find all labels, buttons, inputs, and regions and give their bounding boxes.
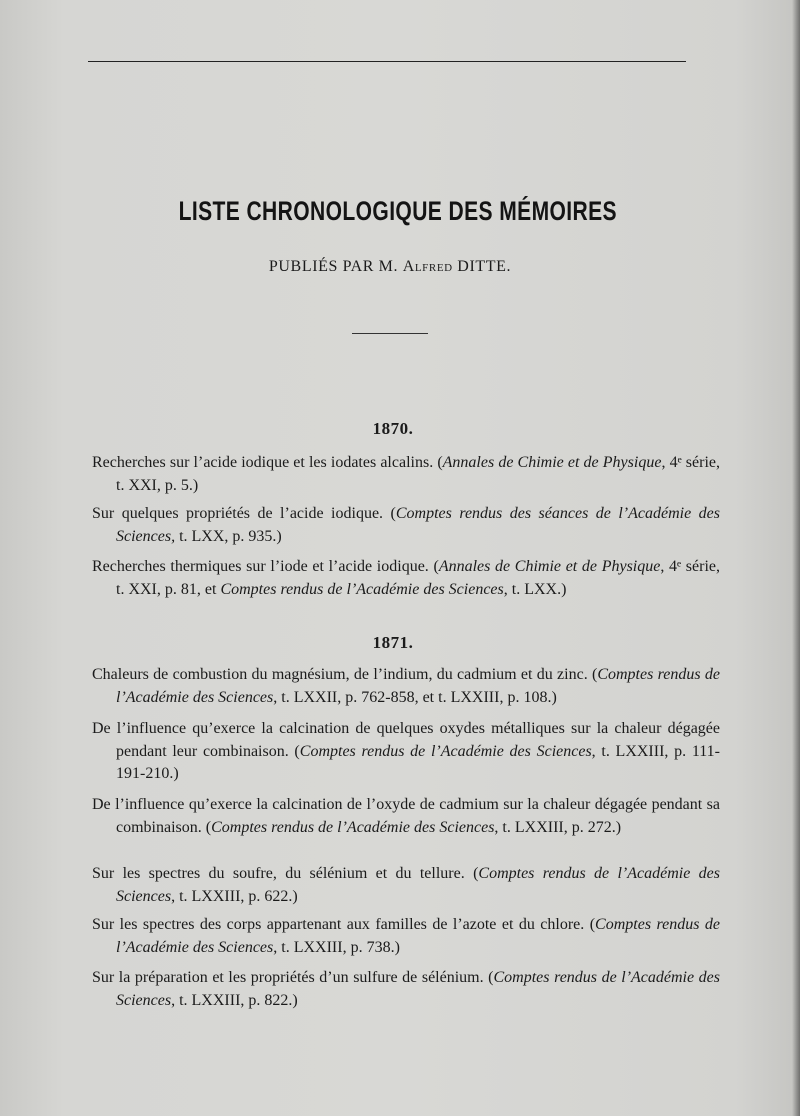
section-divider [352, 333, 428, 334]
entry-journal: Comptes rendus de l’Académie des Sciences [299, 742, 592, 760]
entry-journal: Comptes rendus de l’Académie des Sciences [116, 865, 720, 905]
list-item [92, 452, 720, 497]
entry-text: De l’influence qu’exerce la calcination de l’oxyde de cadmium sur la chaleur dégagée pendant sa combinaison. ( [92, 796, 720, 836]
author-last-name: DITTE. [452, 258, 512, 275]
entry-text: Sur la préparation et les propriétés d’un sulfure de sélénium. ( [92, 969, 494, 986]
entry-journal: Comptes rendus de l’Académie des Sciences [116, 916, 720, 956]
list-item [92, 556, 720, 601]
entry-reference: , 4ᵉ série, t. XXI, p. 81, et [116, 558, 720, 598]
list-item [92, 794, 720, 839]
entry-reference: , t. LXXIII, p. 822.) [171, 991, 298, 1009]
entry-reference-2: , t. LXX.) [503, 580, 567, 598]
entry-journal-2: Comptes rendus de l’Académie des Sciences [220, 580, 504, 598]
year-heading-1870: 1870. [372, 419, 414, 438]
entry-journal: Annales de Chimie et de Physique [438, 558, 661, 575]
entry-reference: , t. LXXIII, p. 111-191-210.) [116, 742, 720, 782]
entry-reference: , t. LXXII, p. 762-858, et t. LXXIII, p. 108.) [273, 688, 557, 706]
entry-text: Chaleurs de combustion du magnésium, de l’indium, du cadmium et du zinc. ( [92, 666, 598, 683]
page-edge-shadow [792, 0, 800, 1116]
author-first-name: Alfred [402, 258, 453, 275]
entry-reference: , t. LXXIII, p. 622.) [171, 887, 298, 905]
entry-text: Sur les spectres des corps appartenant aux familles de l’azote et du chlore. ( [92, 916, 596, 933]
year-heading-1871: 1871. [372, 633, 414, 652]
top-rule [88, 61, 686, 62]
page-subtitle [0, 258, 780, 276]
entry-reference: t. LXX, p. 935.) [175, 527, 282, 545]
entry-reference: , 4ᵉ série, t. XXI, p. 5.) [116, 454, 720, 494]
entry-reference: , t. LXXIII, p. 738.) [273, 938, 400, 956]
subtitle-prefix: PUBLIÉS PAR M. [268, 258, 403, 275]
entry-text: Sur quelques propriétés de l’acide iodique. ( [92, 505, 396, 522]
entry-journal: Comptes rendus de l’Académie des Sciences [116, 666, 720, 706]
entry-text: De l’influence qu’exerce la calcination de quelques oxydes métalliques sur la chaleur dégagée pendant leur combinaison. ( [92, 720, 720, 760]
entry-text: Recherches sur l’acide iodique et les iodates alcalins. ( [92, 454, 443, 471]
entry-journal: Annales de Chimie et de Physique [442, 454, 662, 471]
list-item [92, 718, 720, 786]
entry-journal: Comptes rendus des séances de l’Académie des Sciences, [116, 505, 720, 545]
entry-text: Recherches thermiques sur l’iode et l’acide iodique. ( [92, 558, 439, 575]
list-item [92, 914, 720, 959]
list-item [92, 664, 720, 709]
page-title: LISTE CHRONOLOGIQUE DES MÉMOIRES [178, 196, 617, 226]
list-item [92, 967, 720, 1012]
entry-journal: Comptes rendus de l’Académie des Sciences [211, 818, 495, 836]
entry-journal: Comptes rendus de l’Académie des Sciences [116, 969, 720, 1009]
entry-text: Sur les spectres du soufre, du sélénium et du tellure. ( [92, 865, 479, 882]
entry-reference: , t. LXXIII, p. 272.) [494, 818, 622, 836]
list-item [92, 863, 720, 908]
list-item [92, 503, 720, 548]
